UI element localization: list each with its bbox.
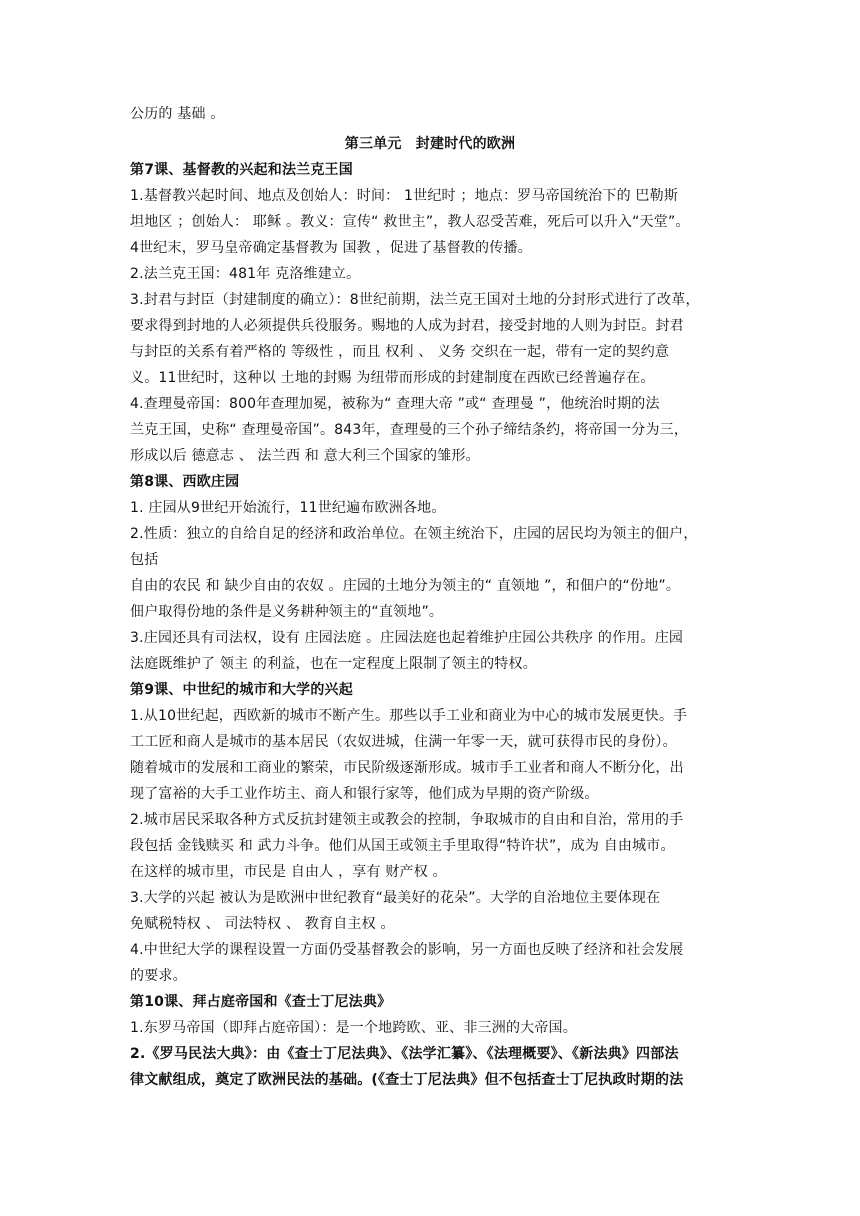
text-line: 1.东罗马帝国（即拜占庭帝国）：是一个地跨欧、亚、非三洲的大帝国。 — [130, 1020, 577, 1036]
text-line: 2.城市居民采取各种方式反抗封建领主或教会的控制，争取城市的自由和自治，常用的手 — [130, 812, 684, 828]
text-line: 2.性质：独立的自给自足的经济和政治单位。在领主统治下，庄园的居民均为领主的佃户， — [130, 526, 698, 542]
lesson-7-heading: 第7课、基督教的兴起和法兰克王国 — [130, 162, 353, 178]
text-line: 1.从10世纪起，西欧新的城市不断产生。那些以手工业和商业为中心的城市发展更快。手 — [130, 708, 688, 724]
text-line: 4.查理曼帝国：800年查理加冕，被称为“ 查理大帝 ”或“ 查理曼 ”，他统治时期的法 — [130, 396, 660, 412]
text-line: 4世纪末，罗马皇帝确定基督教为 国教 ，促进了基督教的传播。 — [130, 240, 532, 256]
unit-title: 第三单元 封建时代的欧洲 — [344, 136, 516, 152]
text-line: 1. 庄园从9世纪开始流行，11世纪遍布欧洲各地。 — [130, 500, 446, 516]
text-line: 在这样的城市里，市民是 自由人 ，享有 财产权 。 — [130, 864, 447, 880]
text-line: 2.法兰克王国：481年 克洛维建立。 — [130, 266, 361, 282]
text-line: 义。11世纪时，这种以 土地的封赐 为纽带而形成的封建制度在西欧已经普遍存在。 — [130, 370, 655, 386]
text-line: 要求得到封地的人必须提供兵役服务。赐地的人成为封君，接受封地的人则为封臣。封君 — [130, 318, 684, 334]
text-line: 1.基督教兴起时间、地点及创始人：时间： 1世纪时 ；地点：罗马帝国统治下的 巴勒斯 — [130, 188, 679, 204]
text-line: 兰克王国，史称“ 查理曼帝国”。843年，查理曼的三个孙子缔结条约，将帝国一分为三， — [130, 422, 689, 438]
text-line: 自由的农民 和 缺少自由的农奴 。庄园的土地分为领主的“ 直领地 ”，和佃户的“份地”。 — [130, 578, 681, 594]
lesson-9-heading: 第9课、中世纪的城市和大学的兴起 — [130, 682, 353, 698]
text-line: 律文献组成，奠定了欧洲民法的基础。(《查士丁尼法典》但不包括查士丁尼执政时期的法 — [130, 1072, 684, 1088]
text-line: 3.庄园还具有司法权，设有 庄园法庭 。庄园法庭也起着维护庄园公共秩序 的作用。庄园 — [130, 630, 684, 646]
lesson-10-heading: 第10课、拜占庭帝国和《查士丁尼法典》 — [130, 994, 392, 1010]
text-line: 3.封君与封臣（封建制度的确立）：8世纪前期，法兰克王国对土地的分封形式进行了改革， — [130, 292, 700, 308]
text-line: 与封臣的关系有着严格的 等级性 ，而且 权利 、 义务 交织在一起，带有一定的契约意 — [130, 344, 670, 360]
text-line: 3.大学的兴起 被认为是欧洲中世纪教育“最美好的花朵”。大学的自治地位主要体现在 — [130, 890, 661, 906]
text-line: 法庭既维护了 领主 的利益，也在一定程度上限制了领主的特权。 — [130, 656, 537, 672]
text-line: 形成以后 德意志 、 法兰西 和 意大利三个国家的雏形。 — [130, 448, 480, 464]
text-line: 公历的 基础 。 — [130, 106, 225, 122]
text-line: 包括 — [130, 552, 159, 568]
text-line: 随着城市的发展和工商业的繁荣，市民阶级逐渐形成。城市手工业者和商人不断分化，出 — [130, 760, 684, 776]
text-line: 的要求。 — [130, 968, 187, 984]
text-line: 工工匠和商人是城市的基本居民（农奴进城，住满一年零一天，就可获得市民的身份）。 — [130, 734, 677, 750]
text-line: 佃户取得份地的条件是义务耕种领主的“直领地”。 — [130, 604, 444, 620]
text-line: 免赋税特权 、 司法特权 、 教育自主权 。 — [130, 916, 395, 932]
lesson-8-heading: 第8课、西欧庄园 — [130, 474, 240, 490]
text-line: 现了富裕的大手工业作坊主、商人和银行家等，他们成为早期的资产阶级。 — [130, 786, 599, 802]
text-line: 坦地区 ；创始人： 耶稣 。教义：宣传“ 救世主”，教人忍受苦难，死后可以升入“天堂”。 — [130, 214, 690, 230]
text-line: 2.《罗马民法大典》：由《查士丁尼法典》、《法学汇纂》、《法理概要》、《新法典》四部法 — [130, 1046, 679, 1062]
text-line: 4.中世纪大学的课程设置一方面仍受基督教会的影响，另一方面也反映了经济和社会发展 — [130, 942, 684, 958]
text-line: 段包括 金钱赎买 和 武力斗争。他们从国王或领主手里取得“特许状”，成为 自由城市。 — [130, 838, 675, 854]
